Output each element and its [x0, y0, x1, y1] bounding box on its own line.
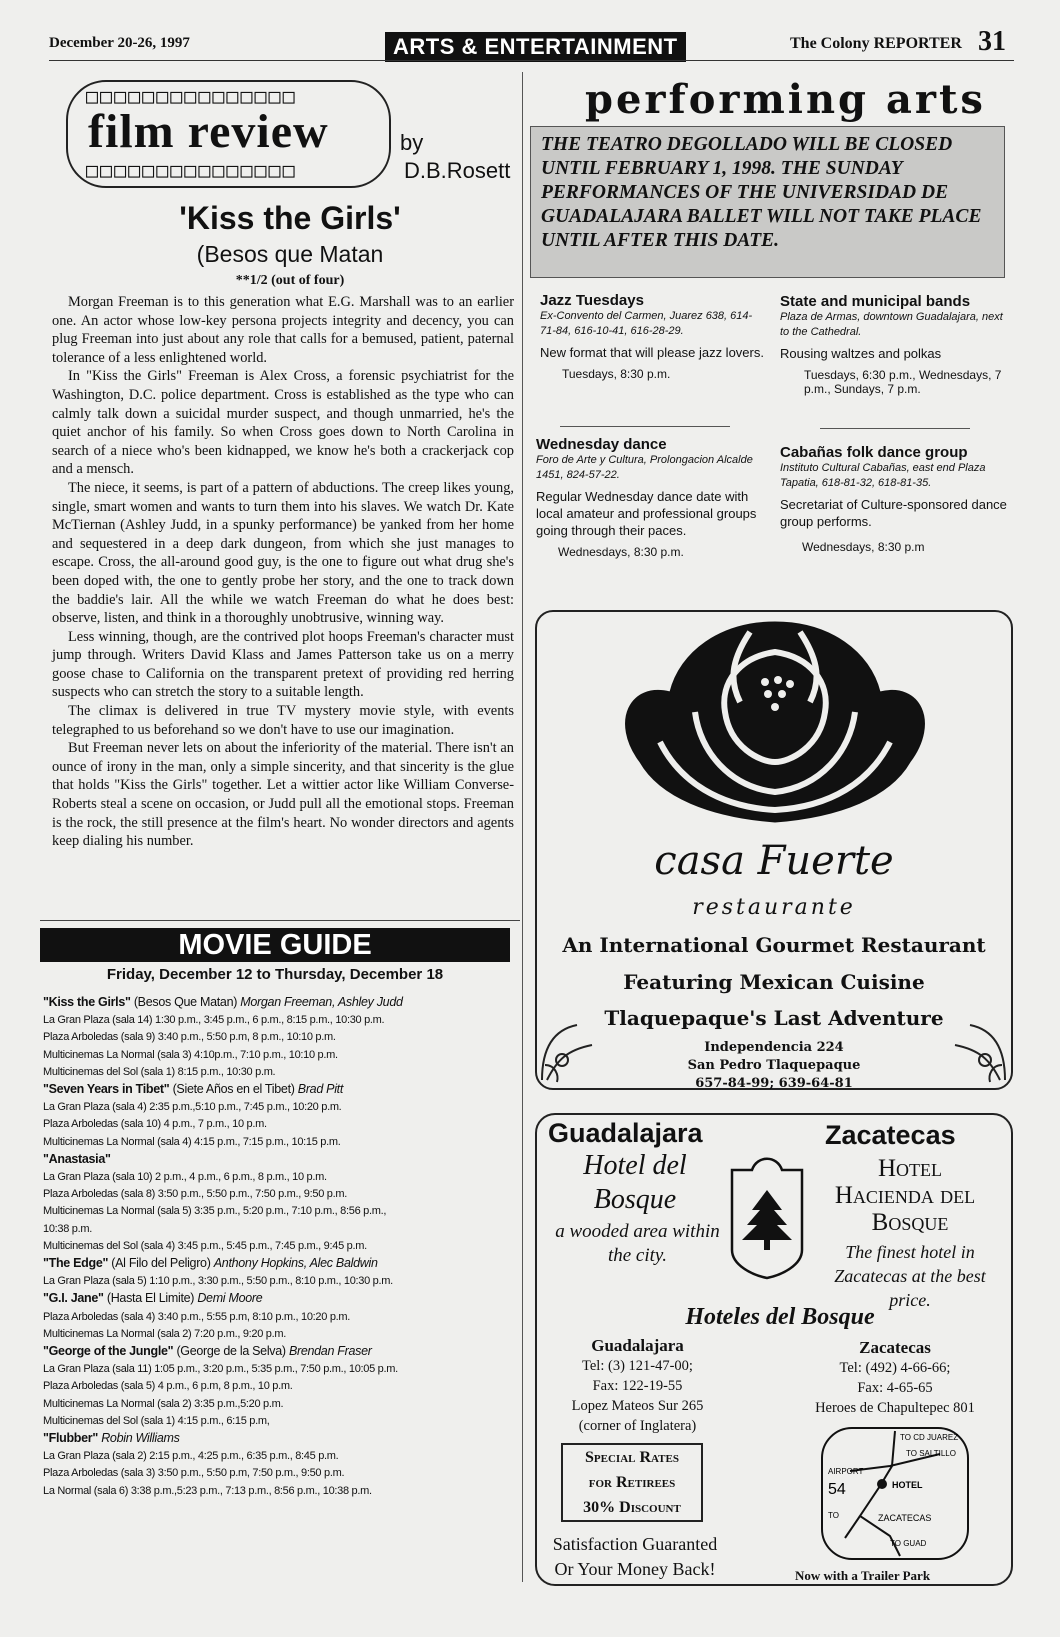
contact-city: Guadalajara [591, 1336, 684, 1355]
movie-guide-film-header [43, 1343, 515, 1361]
film-spanish-title: (Siete Años en el Tibet) [169, 1082, 298, 1097]
event-divider [560, 426, 730, 427]
contact-tel: Tel: (492) 4-66-66; [839, 1360, 951, 1376]
issue-date: December 20-26, 1997 [49, 35, 190, 51]
event-address: Ex-Convento del Carmen, Juarez 638, 614-71-84, 616-10-41, 616-28-29. [540, 310, 753, 337]
restaurant-cuisine: Featuring Mexican Cuisine [623, 970, 925, 994]
movie-guide-showtime: La Gran Plaza (sala 2) 2:15 p.m., 4:25 p.m., 6:35 p.m., 8:45 p.m. [43, 1450, 339, 1463]
trailer-park-note: Now with a Trailer Park [795, 1568, 931, 1583]
film-cast: Morgan Freeman, Ashley Judd [240, 995, 403, 1009]
film-title: "G.I. Jane" [43, 1291, 104, 1306]
hotel-left-contact [545, 1336, 730, 1436]
film-cast: Demi Moore [197, 1291, 263, 1306]
film-spanish-title: (Al Filo del Peligro) [108, 1256, 214, 1271]
event-wednesday-dance [536, 436, 766, 559]
map-label: TO [828, 1511, 839, 1520]
teatro-closure-notice: THE TEATRO DEGOLLADO WILL BE CLOSED UNTIL FEBRUARY 1, 1998. THE SUNDAY PERFORMANCES OF THE UNIVERSIDAD DE GUADALAJARA BALLET WILL NOT TAKE PLACE UNTIL AFTER THIS DATE. [530, 126, 1005, 278]
event-description: Secretariat of Culture-sponsored dance group performs. [780, 497, 1007, 529]
movie-guide-film-header [43, 1290, 515, 1308]
hotel-right-tagline: The finest hotel in Zacatecas at the best price. [834, 1242, 986, 1310]
special-rates-line: 30% Discount [583, 1499, 681, 1516]
movie-guide-showtime: Multicinemas del Sol (sala 1) 8:15 p.m., 10:30 p.m. [43, 1065, 276, 1078]
hotel-chain-signature: Hoteles del Bosque [685, 1304, 875, 1330]
banner-square-row-top: □□□□□□□□□□□□□□□ [86, 84, 297, 108]
restaurant-logo-sub: restaurante [692, 895, 856, 920]
special-rates-line: for Retirees [588, 1474, 676, 1491]
film-title: "George of the Jungle" [43, 1344, 174, 1359]
event-time: Tuesdays, 6:30 p.m., Wednesdays, 7 p.m., Sundays, 7 p.m. [804, 368, 1002, 396]
event-name: Jazz Tuesdays [540, 292, 644, 309]
event-time: Wednesdays, 8:30 p.m [802, 540, 925, 554]
hotel-right-city: Zacatecas [825, 1120, 956, 1150]
movie-guide-banner: MOVIE GUIDE [40, 928, 510, 962]
review-movie-title: 'Kiss the Girls' [179, 200, 401, 236]
byline-author: D.B.Rosett [404, 158, 511, 183]
movie-guide-showtime: Plaza Arboledas (sala 4) 3:40 p.m., 5:55 p.m, 8:10 p.m., 10:20 p.m. [43, 1310, 351, 1323]
contact-city: Zacatecas [859, 1338, 931, 1357]
map-label: TO SALTILLO [906, 1449, 956, 1458]
film-spanish-title: (Hasta El Limite) [103, 1291, 198, 1306]
event-name: Cabañas folk dance group [780, 444, 968, 461]
event-name: Wednesday dance [536, 436, 667, 453]
hotel-left-name-2: Bosque [593, 1184, 677, 1215]
event-jazz-tuesdays [540, 292, 765, 381]
film-review-banner: film review [88, 105, 329, 158]
event-cabanas-folk-dance [780, 444, 1010, 554]
rose-illustration [600, 612, 950, 832]
restaurant-address-city: San Pedro Tlaquepaque [687, 1058, 861, 1073]
movie-guide-showtime: La Gran Plaza (sala 11) 1:05 p.m., 3:20 p.m., 5:35 p.m., 7:50 p.m., 10:05 p.m. [43, 1363, 398, 1376]
movie-guide-showtime: Plaza Arboledas (sala 3) 3:50 p.m., 5:50 p.m, 7:50 p.m., 9:50 p.m. [43, 1467, 345, 1480]
hotel-right-contact [795, 1338, 995, 1418]
movie-guide-showtime: Plaza Arboledas (sala 8) 3:50 p.m., 5:50 p.m., 7:50 p.m., 9:50 p.m. [43, 1188, 347, 1201]
review-paragraph: The climax is delivered in true TV mystery movie style, with events telegraphed to us beforehand so we don't have to use our imagination. [52, 703, 514, 738]
event-description: Regular Wednesday dance date with local amateur and professional groups going through their paces. [536, 489, 757, 538]
movie-guide-showtime: La Gran Plaza (sala 10) 2 p.m., 4 p.m., 6 p.m., 8 p.m., 10 p.m. [43, 1171, 327, 1184]
map-label: AIRPORT [828, 1467, 864, 1476]
event-description: New format that will please jazz lovers. [540, 345, 764, 360]
movie-guide-showtime: La Gran Plaza (sala 4) 2:35 p.m.,5:10 p.m., 7:45 p.m., 10:20 p.m. [43, 1101, 342, 1114]
corner-ornament-right [950, 1020, 1010, 1088]
review-end-rule [40, 920, 520, 921]
film-title: "Anastasia" [43, 1151, 111, 1166]
cedar-crest-icon [722, 1150, 812, 1280]
contact-fax: Fax: 122-19-55 [592, 1378, 683, 1394]
review-paragraph: But Freeman never lets on about the inferiority of the material. There isn't an ounce of irony in the man, only a simple sincerity, and that sincerity is the glue that holds "Kiss the Girls" together. Let a wittier actor like William Converse-Roberts steal a scene on occasion, or Judd pull all the emotional stops. Freeman is the rock, the still presence at the film's heart. No wonder directors and agents keep dialing his number. [52, 740, 514, 850]
event-state-municipal-bands [780, 293, 1010, 396]
corner-ornament-left [537, 1020, 597, 1088]
satisfaction-guarantee [545, 1532, 725, 1582]
map-label: ZACATECAS [878, 1513, 932, 1523]
film-title: "Flubber" [43, 1431, 98, 1446]
movie-guide-listing [43, 994, 515, 1500]
contact-fax: Fax: 4-65-65 [857, 1380, 933, 1396]
guarantee-line: Or Your Money Back! [554, 1559, 716, 1579]
restaurant-phone: 657-84-99; 639-64-81 [695, 1076, 853, 1091]
column-divider [522, 72, 523, 1582]
movie-guide-showtime: Plaza Arboledas (sala 5) 4 p.m., 6 p.m, 8 p.m., 10 p.m. [43, 1380, 293, 1393]
film-title: "Kiss the Girls" [43, 995, 131, 1009]
hotel-left-city: Guadalajara [548, 1118, 703, 1148]
movie-guide-showtime: Multicinemas del Sol (sala 1) 4:15 p.m., 6:15 p.m, [43, 1414, 270, 1427]
movie-guide-showtime: Multicinemas La Normal (sala 2) 7:20 p.m., 9:20 p.m. [43, 1327, 287, 1340]
movie-guide-showtime: Multicinemas La Normal (sala 4) 4:15 p.m., 7:15 p.m., 10:15 p.m. [43, 1135, 341, 1148]
review-body [52, 293, 514, 851]
movie-guide-film-header [43, 1255, 515, 1273]
film-cast: Brad Pitt [297, 1082, 344, 1097]
restaurant-logo-name: casa Fuerte [654, 838, 894, 884]
section-banner: ARTS & ENTERTAINMENT [385, 32, 686, 62]
header-rule [49, 60, 1014, 61]
hotel-left-tagline: a wooded area within the city. [555, 1221, 720, 1266]
movie-guide-showtime: Multicinemas La Normal (sala 5) 3:35 p.m., 5:20 p.m., 7:10 p.m., 8:56 p.m., [43, 1205, 387, 1218]
hotel-right-name-2: Hacienda del [834, 1182, 976, 1209]
film-spanish-title: (George de la Selva) [173, 1344, 289, 1359]
banner-square-row-bottom: □□□□□□□□□□□□□□□ [86, 158, 297, 182]
guarantee-line: Satisfaction Guaranted [552, 1534, 718, 1554]
contact-address: Heroes de Chapultepec 801 [815, 1400, 975, 1416]
film-spanish-title: (Besos Que Matan) [130, 995, 241, 1009]
contact-tel: Tel: (3) 121-47-00; [582, 1358, 693, 1374]
movie-guide-film-header [43, 1081, 515, 1099]
map-label: 54 [828, 1481, 846, 1498]
map-label: TO CD JUAREZ [900, 1433, 959, 1442]
performing-arts-heading: performing arts [585, 76, 986, 123]
movie-guide-showtime: Multicinemas La Normal (sala 2) 3:35 p.m.,5:20 p.m. [43, 1397, 284, 1410]
film-title: "Seven Years in Tibet" [43, 1082, 170, 1097]
event-time: Tuesdays, 8:30 p.m. [562, 367, 671, 381]
event-address: Instituto Cultural Cabañas, east end Plaza Tapatia, 618-81-32, 618-81-35. [780, 462, 986, 489]
film-cast: Anthony Hopkins, Alec Baldwin [213, 1256, 378, 1271]
contact-address-note: (corner of Inglatera) [578, 1418, 697, 1434]
page-number: 31 [978, 26, 1006, 57]
event-address: Plaza de Armas, downtown Guadalajara, next to the Cathedral. [780, 311, 1003, 338]
event-time: Wednesdays, 8:30 p.m. [558, 545, 684, 559]
movie-guide-showtime: 10:38 p.m. [43, 1222, 92, 1235]
event-divider [820, 428, 970, 429]
event-name: State and municipal bands [780, 293, 971, 310]
location-map [820, 1426, 970, 1561]
hotel-left-name-1: Hotel del [583, 1150, 687, 1181]
review-paragraph: Morgan Freeman is to this generation what E.G. Marshall was to an earlier one. An actor whose low-key persona projects integrity and decency, you can plug Freeman into just about any role that calls for a bemused, patient, paternal tolerance of a less enlightened world. [52, 294, 514, 366]
movie-guide-film-header [43, 1430, 515, 1448]
review-paragraph: Less winning, though, are the contrived plot hoops Freeman's character must jump through. Writers David Klass and James Patterson take us on a merry goose chase to California on the transparent pretext of providing red herring suspects who can stretch the story to a suitable length. [52, 628, 514, 701]
movie-guide-showtime: La Gran Plaza (sala 14) 1:30 p.m., 3:45 p.m., 6 p.m., 8:15 p.m., 10:30 p.m. [43, 1014, 385, 1027]
film-cast: Brendan Fraser [288, 1344, 372, 1359]
special-rates-box [561, 1443, 703, 1522]
restaurant-tagline: An International Gourmet Restaurant [562, 933, 986, 957]
movie-guide-showtime: Plaza Arboledas (sala 9) 3:40 p.m., 5:50 p.m, 8 p.m., 10:10 p.m. [43, 1031, 336, 1044]
movie-guide-dates: Friday, December 12 to Thursday, December 18 [106, 966, 444, 983]
event-description: Rousing waltzes and polkas [780, 346, 942, 361]
film-title: "The Edge" [43, 1256, 109, 1271]
map-label: HOTEL [892, 1480, 923, 1490]
movie-guide-film-header [43, 994, 515, 1012]
map-label: TO GUAD [890, 1539, 927, 1548]
restaurant-address-line: Independencia 224 [704, 1040, 844, 1055]
review-paragraph: In "Kiss the Girls" Freeman is Alex Cross, a forensic psychiatrist for the Washington, D.C. police department. Cross is established as the type who can calmly talk down a suicidal murder suspect, and though unmarried, he's the quiet anchor of his family. So when Cross goes down to North Carolina in search of a niece who's been kidnapped, we know he's both a crackerjack cop and a mensch. [52, 368, 514, 478]
hotel-right-name-3: Bosque [871, 1209, 949, 1236]
event-address: Foro de Arte y Cultura, Prolongacion Alcalde 1451, 824-57-22. [536, 454, 753, 481]
special-rates-line: Special Rates [585, 1449, 679, 1466]
newspaper-name: The Colony REPORTER [790, 35, 962, 52]
movie-guide-showtime: La Normal (sala 6) 3:38 p.m.,5:23 p.m., 7:13 p.m., 8:56 p.m., 10:38 p.m. [43, 1484, 372, 1497]
byline-label: by [400, 130, 424, 155]
restaurant-slogan: Tlaquepaque's Last Adventure [604, 1006, 944, 1030]
movie-guide-film-header [43, 1151, 515, 1169]
review-movie-spanish-title: (Besos que Matan [196, 241, 384, 267]
movie-guide-showtime: Plaza Arboledas (sala 10) 4 p.m., 7 p.m., 10 p.m. [43, 1118, 267, 1131]
film-cast: Robin Williams [101, 1431, 180, 1446]
movie-guide-showtime: Multicinemas del Sol (sala 4) 3:45 p.m., 5:45 p.m., 7:45 p.m., 9:45 p.m. [43, 1239, 367, 1252]
review-rating: **1/2 (out of four) [235, 273, 345, 288]
contact-address: Lopez Mateos Sur 265 [571, 1398, 704, 1414]
movie-guide-showtime: La Gran Plaza (sala 5) 1:10 p.m., 3:30 p.m., 5:50 p.m., 8:10 p.m., 10:30 p.m. [43, 1275, 393, 1288]
review-paragraph: The niece, it seems, is part of a pattern of abductions. The creep likes young, single, smart women and wants to turn them into his slaves. We watch Dr. Kate McTiernan (Ashley Judd, in a spunky performance) be yanked from her home and sequestered in a deep dark dungeon, from which she just manages to escape. Cross, the all-around good guy, is the one to figure out what drug she's been doped with, the one to gently probe her story, and the one to track down the baddie's lair. All the while we watch Freeman do what he does best: observe, listen, and think in a thoroughly unobtrusive, winning way. [52, 479, 514, 627]
hotel-right-name-1: Hotel [877, 1155, 943, 1182]
movie-guide-showtime: Multicinemas La Normal (sala 3) 4:10p.m., 7:10 p.m., 10:10 p.m. [43, 1048, 338, 1061]
